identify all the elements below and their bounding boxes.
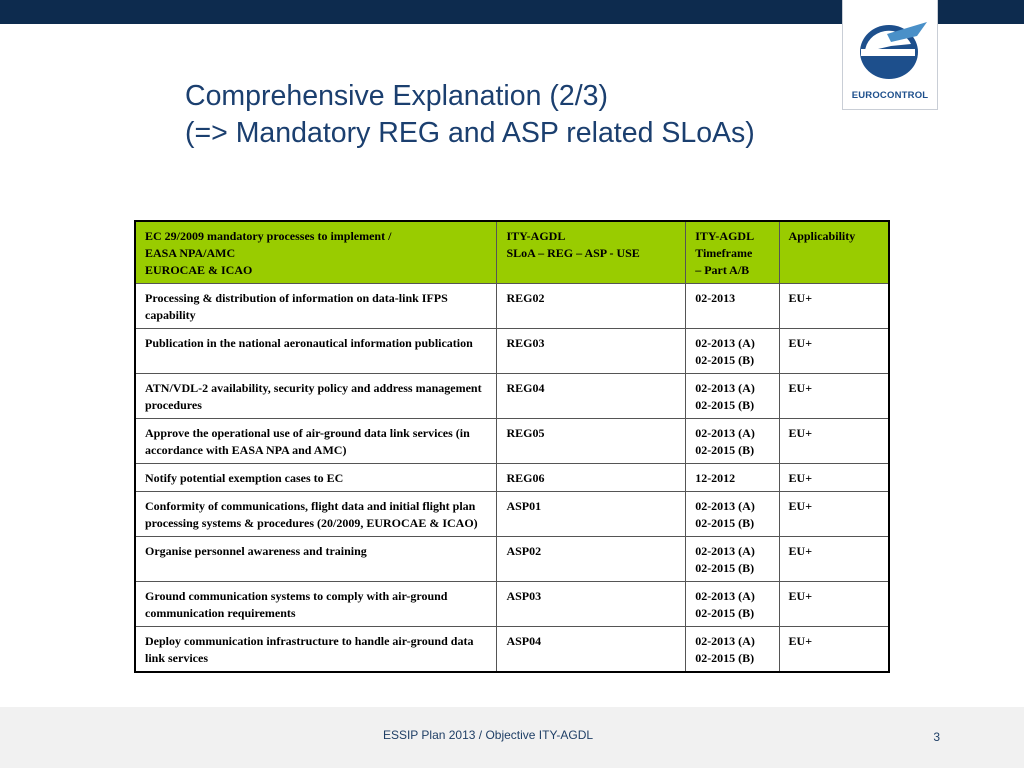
table-row [135, 464, 889, 492]
objectives-table [134, 220, 890, 673]
cell-timeframe: 02-2013 (A) 02-2015 (B) [686, 537, 779, 582]
table-row [135, 537, 889, 582]
header-applicability: Applicability [779, 221, 889, 284]
cell-timeframe: 12-2012 [686, 464, 779, 492]
title-line-2: (=> Mandatory REG and ASP related SLoAs) [185, 117, 755, 149]
cell-sloa: ASP03 [497, 582, 686, 627]
cell-applicability: EU+ [779, 374, 889, 419]
cell-applicability: EU+ [779, 627, 889, 673]
cell-timeframe: 02-2013 (A) 02-2015 (B) [686, 627, 779, 673]
table-row [135, 284, 889, 329]
cell-process: Approve the operational use of air-ground data link services (in accordance with EASA NPA and AMC) [135, 419, 497, 464]
cell-process: Conformity of communications, flight data and initial flight plan processing systems & procedures (20/2009, EUROCAE & ICAO) [135, 492, 497, 537]
table-row [135, 419, 889, 464]
cell-process: Processing & distribution of information on data-link IFPS capability [135, 284, 497, 329]
header-process: EC 29/2009 mandatory processes to implement / EASA NPA/AMC EUROCAE & ICAO [135, 221, 497, 284]
eurocontrol-logo-icon [851, 12, 931, 84]
cell-applicability: EU+ [779, 537, 889, 582]
table-header-row [135, 221, 889, 284]
header-sloa: ITY-AGDL SLoA – REG – ASP - USE [497, 221, 686, 284]
cell-applicability: EU+ [779, 464, 889, 492]
cell-process: Deploy communication infrastructure to handle air-ground data link services [135, 627, 497, 673]
cell-sloa: REG02 [497, 284, 686, 329]
header-timeframe: ITY-AGDL Timeframe – Part A/B [686, 221, 779, 284]
cell-sloa: REG04 [497, 374, 686, 419]
cell-sloa: ASP02 [497, 537, 686, 582]
cell-timeframe: 02-2013 (A) 02-2015 (B) [686, 329, 779, 374]
cell-process: Publication in the national aeronautical information publication [135, 329, 497, 374]
cell-applicability: EU+ [779, 419, 889, 464]
cell-process: Notify potential exemption cases to EC [135, 464, 497, 492]
cell-timeframe: 02-2013 [686, 284, 779, 329]
cell-applicability: EU+ [779, 582, 889, 627]
cell-timeframe: 02-2013 (A) 02-2015 (B) [686, 582, 779, 627]
cell-timeframe: 02-2013 (A) 02-2015 (B) [686, 374, 779, 419]
cell-timeframe: 02-2013 (A) 02-2015 (B) [686, 419, 779, 464]
table-row [135, 582, 889, 627]
logo-text: EUROCONTROL [851, 90, 929, 101]
table-row [135, 374, 889, 419]
footer-text: ESSIP Plan 2013 / Objective ITY-AGDL [382, 728, 594, 742]
table-row [135, 329, 889, 374]
table-row [135, 627, 889, 673]
cell-process: Ground communication systems to comply with air-ground communication requirements [135, 582, 497, 627]
cell-applicability: EU+ [779, 284, 889, 329]
page-number: 3 [933, 730, 940, 744]
page-title [185, 78, 885, 152]
table-row [135, 492, 889, 537]
cell-sloa: REG05 [497, 419, 686, 464]
title-line-1: Comprehensive Explanation (2/3) [185, 80, 608, 112]
cell-timeframe: 02-2013 (A) 02-2015 (B) [686, 492, 779, 537]
cell-sloa: ASP01 [497, 492, 686, 537]
cell-sloa: REG06 [497, 464, 686, 492]
cell-process: ATN/VDL-2 availability, security policy and address management procedures [135, 374, 497, 419]
cell-process: Organise personnel awareness and training [135, 537, 497, 582]
cell-sloa: ASP04 [497, 627, 686, 673]
cell-sloa: REG03 [497, 329, 686, 374]
cell-applicability: EU+ [779, 329, 889, 374]
cell-applicability: EU+ [779, 492, 889, 537]
